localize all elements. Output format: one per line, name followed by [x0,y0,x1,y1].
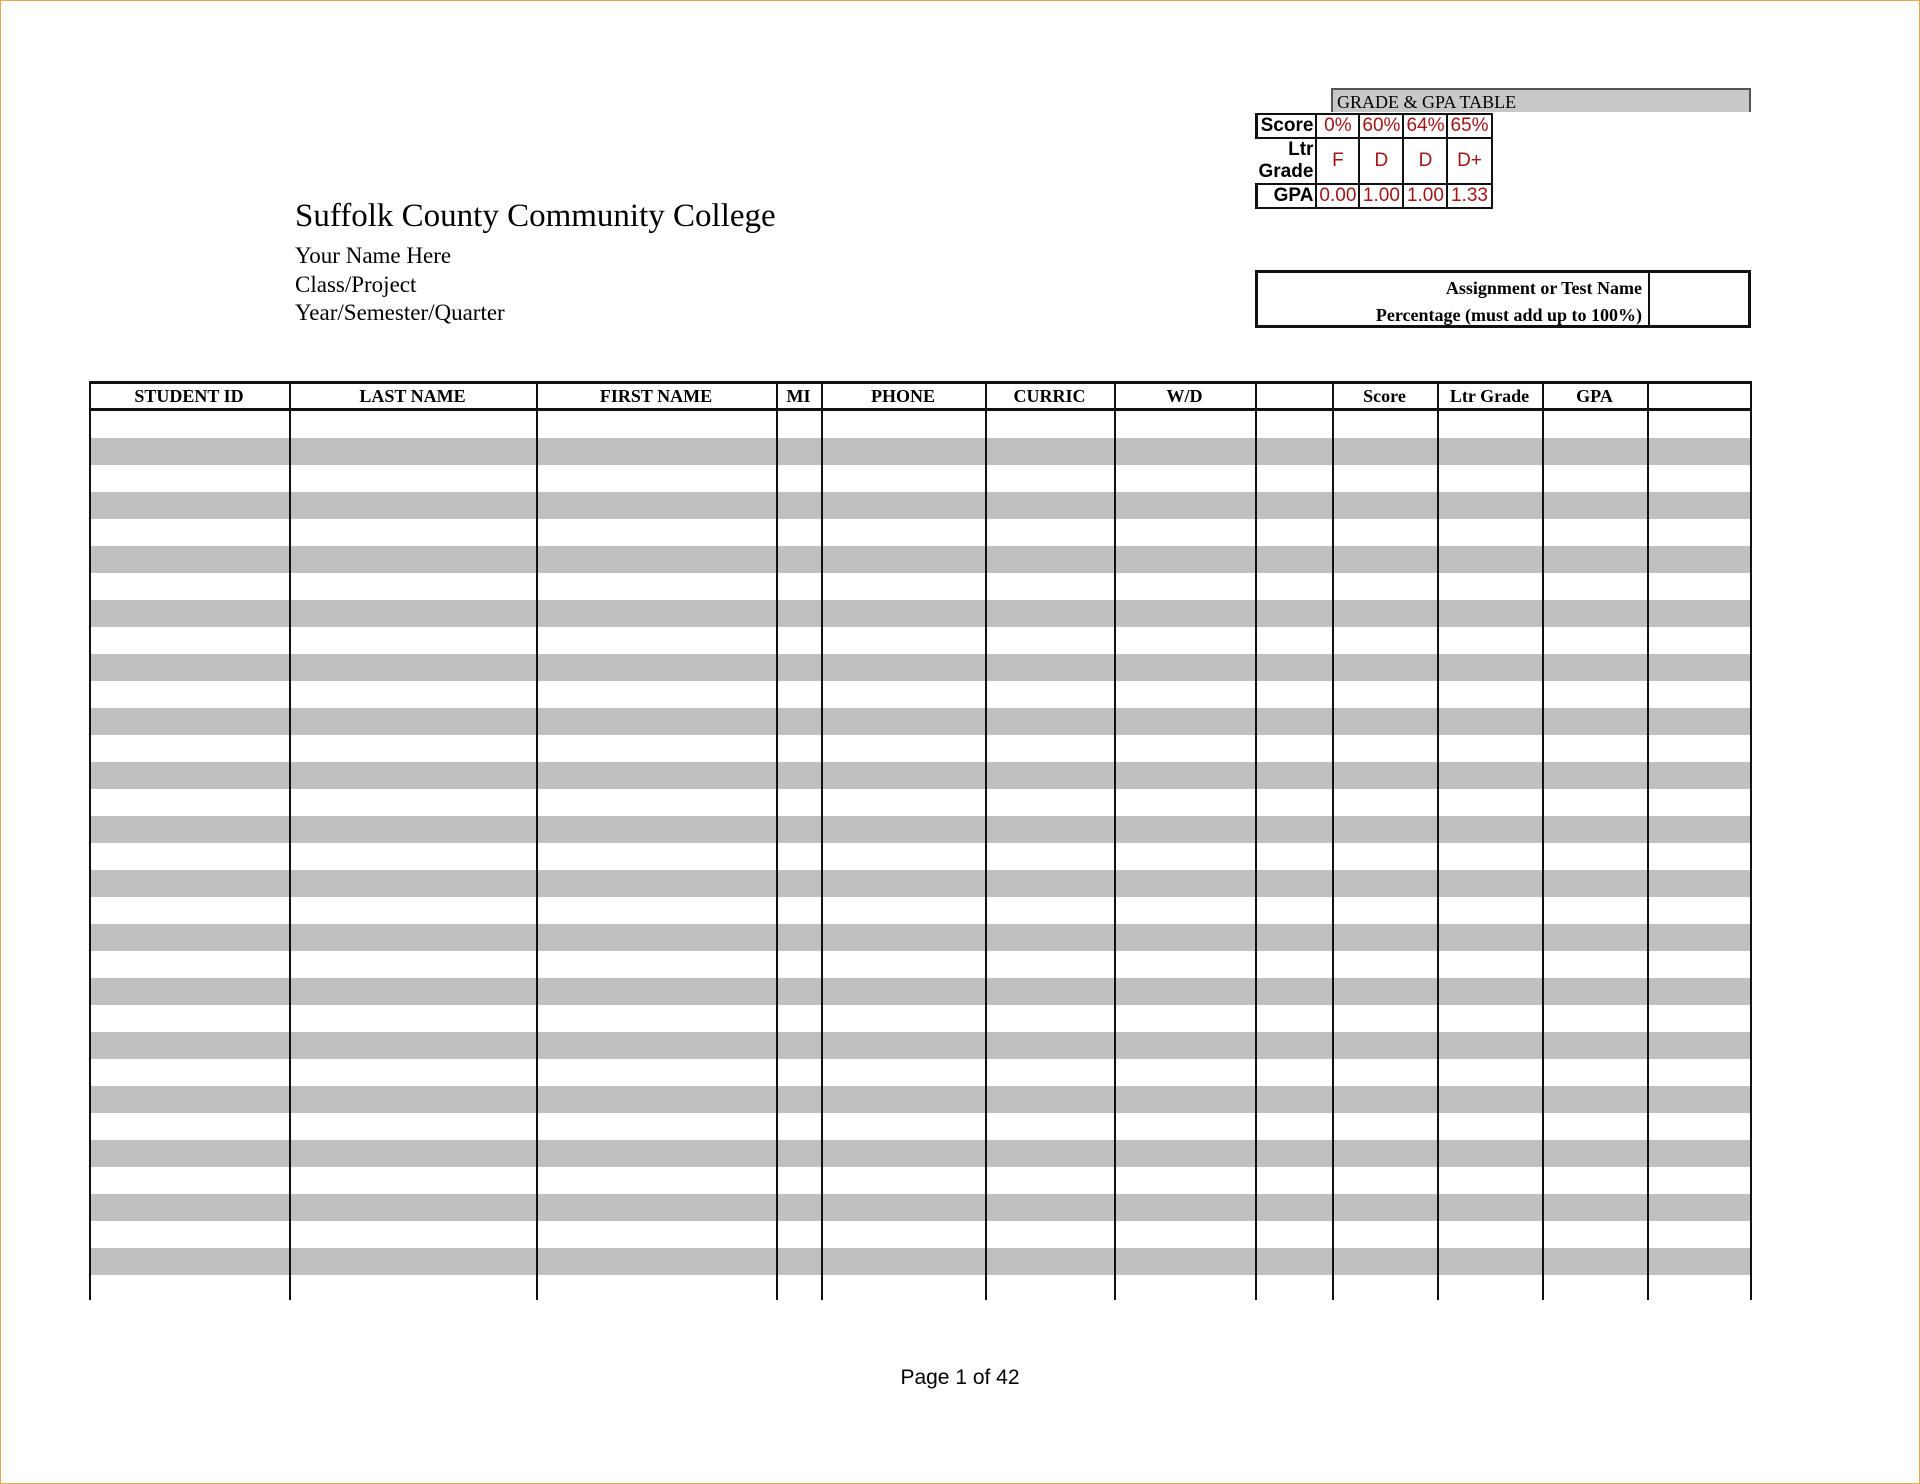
row-stripe [89,1140,1752,1167]
col-student-id: STUDENT ID [134,386,244,406]
gpa-label: GPA [1257,184,1317,208]
letter-grade-cell[interactable]: D [1403,138,1447,184]
column-divider [1114,381,1116,1300]
assignment-divider [1648,273,1650,325]
college-title: Suffolk County Community College [295,198,776,234]
letter-grade-row [1257,138,1492,184]
letter-grade-cell[interactable]: D [1359,138,1403,184]
gpa-cell[interactable]: 1.00 [1403,184,1447,208]
student-name: Your Name Here [295,243,452,268]
column-divider [89,381,91,1300]
letter-grade-cell[interactable]: D+ [1447,138,1491,184]
assignment-box [1255,270,1751,328]
score-cell[interactable]: 65% [1447,114,1491,138]
row-stripe [89,1194,1752,1221]
gradebook-header [89,381,1752,411]
column-divider [289,381,291,1300]
row-stripe [89,600,1752,627]
column-divider [1255,381,1257,1300]
gpa-cell[interactable]: 1.33 [1447,184,1491,208]
col-first-name: FIRST NAME [599,386,713,406]
row-stripe [89,870,1752,897]
class-project: Class/Project [295,272,417,297]
letter-grade-cell[interactable]: F [1316,138,1359,184]
col-last-name: LAST NAME [359,386,466,406]
col-phone: PHONE [870,386,935,406]
col-curric: CURRIC [1013,386,1086,406]
gradebook-table [89,381,1752,1300]
row-stripe [89,1248,1752,1275]
col-wd: W/D [1166,386,1203,406]
col-ltr-grade: Ltr Grade [1449,386,1530,406]
row-stripe [89,708,1752,735]
row-stripe [89,978,1752,1005]
row-stripe [89,924,1752,951]
gpa-cell[interactable]: 1.00 [1359,184,1403,208]
row-stripe [89,816,1752,843]
row-stripe [89,546,1752,573]
column-divider [1437,381,1439,1300]
grade-gpa-grid [1255,113,1493,209]
column-divider [1542,381,1544,1300]
row-stripe [89,438,1752,465]
score-row [1257,114,1492,138]
col-score: Score [1363,386,1406,406]
column-divider [1647,381,1649,1300]
column-divider [985,381,987,1300]
gpa-cell[interactable]: 0.00 [1316,184,1359,208]
grade-gpa-table-title: GRADE & GPA TABLE [1331,88,1751,112]
letter-grade-label: Ltr Grade [1257,138,1317,184]
row-stripe [89,492,1752,519]
term-label: Year/Semester/Quarter [295,300,505,325]
column-divider [821,381,823,1300]
score-cell[interactable]: 60% [1359,114,1403,138]
gpa-row [1257,184,1492,208]
score-label: Score [1257,114,1317,138]
page-number: Page 1 of 42 [900,1366,1020,1389]
col-gpa: GPA [1576,386,1613,406]
score-cell[interactable]: 64% [1403,114,1447,138]
row-stripe [89,762,1752,789]
percentage-label: Percentage (must add up to 100%) [1375,305,1642,325]
score-cell[interactable]: 0% [1316,114,1359,138]
column-divider [1332,381,1334,1300]
col-mi: MI [786,386,811,406]
gradebook-body[interactable] [89,411,1752,1300]
assignment-name-label: Assignment or Test Name [1445,278,1642,298]
column-divider [776,381,778,1300]
row-stripe [89,1032,1752,1059]
row-stripe [89,1086,1752,1113]
column-divider [1750,381,1752,1300]
column-divider [536,381,538,1300]
row-stripe [89,654,1752,681]
